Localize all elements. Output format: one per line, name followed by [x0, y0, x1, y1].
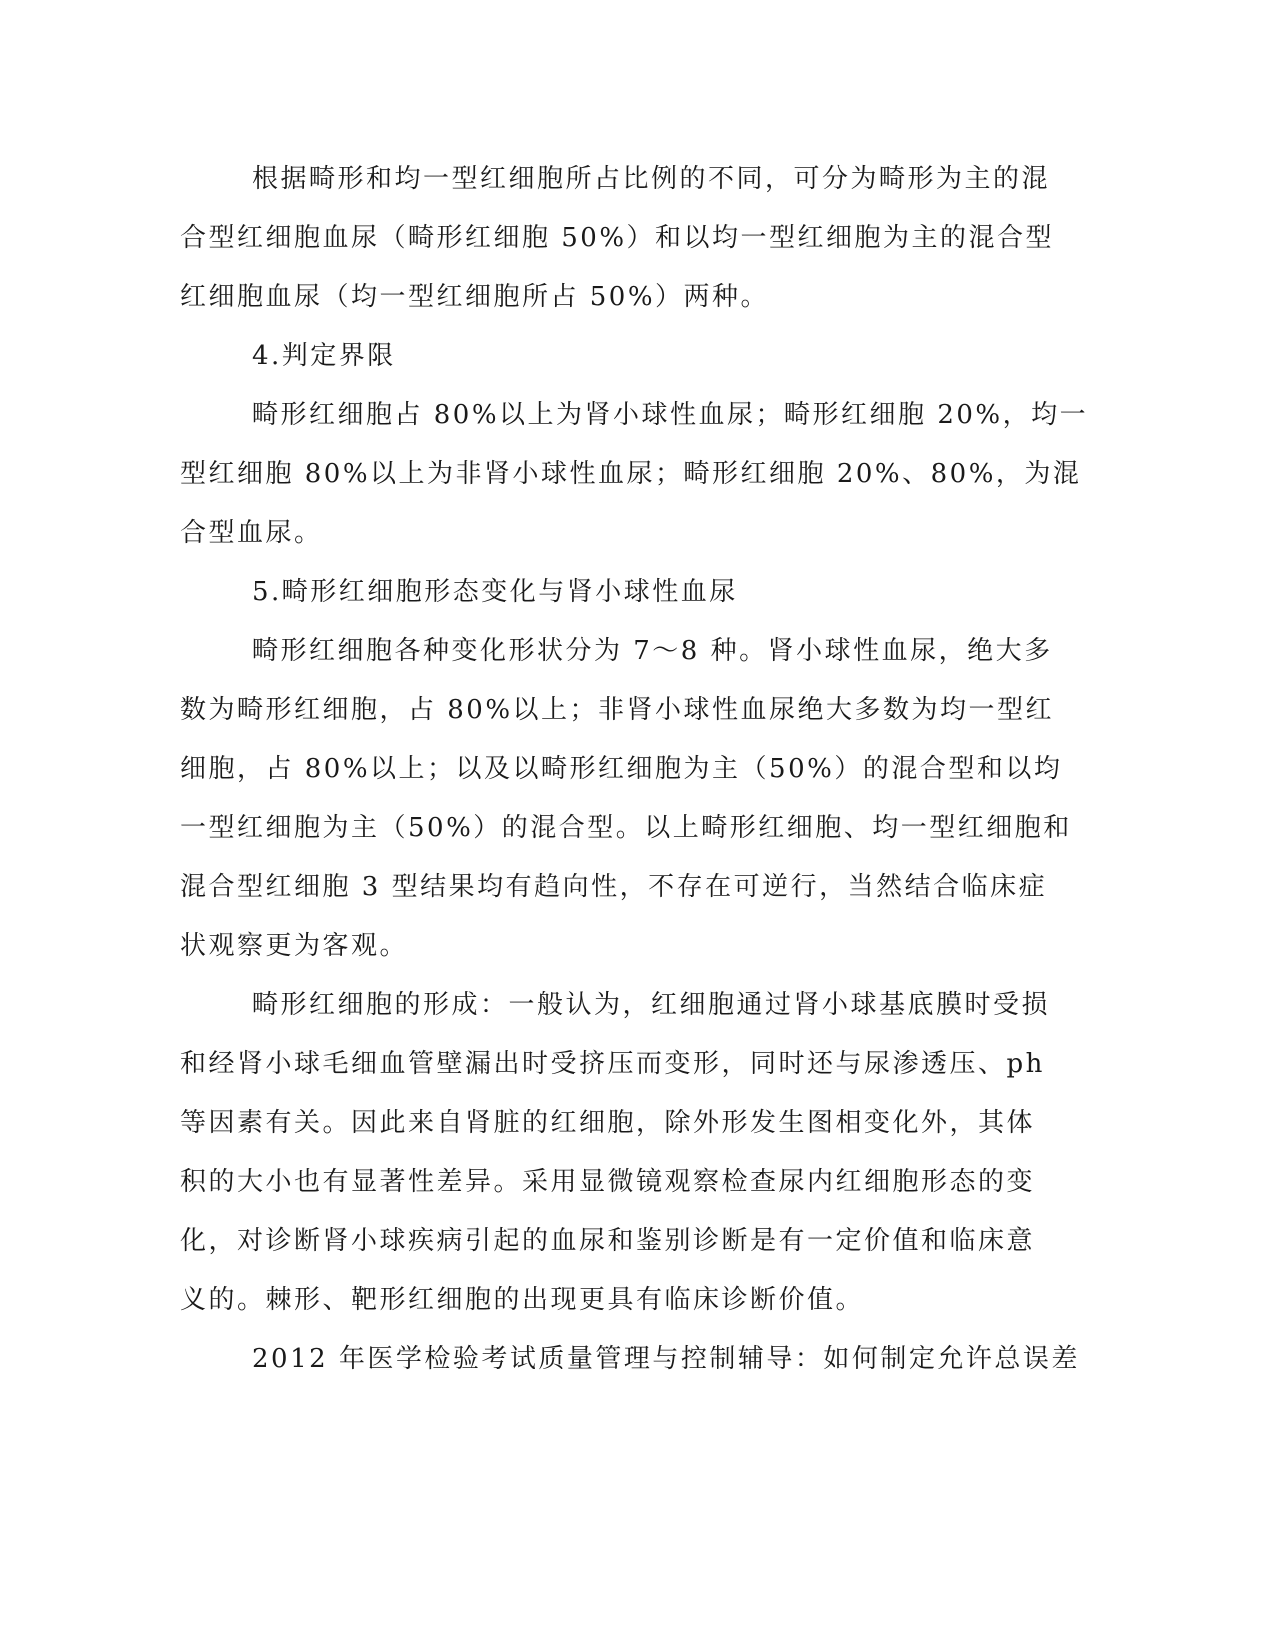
text-line: 型红细胞 80%以上为非肾小球性血尿；畸形红细胞 20%、80%，为混 — [180, 459, 1082, 489]
text-line: 合型血尿。 — [180, 518, 323, 548]
paragraph-erythrocyte-ratio — [180, 150, 1055, 327]
section-heading-morphology: 5.畸形红细胞形态变化与肾小球性血尿 — [252, 577, 738, 607]
text-line: 和经肾小球毛细血管壁漏出时受挤压而变形，同时还与尿渗透压、ph — [180, 1049, 1045, 1079]
text-line: 红细胞血尿（均一型红细胞所占 50%）两种。 — [180, 282, 770, 312]
text-line: 义的。棘形、靶形红细胞的出现更具有临床诊断价值。 — [180, 1285, 865, 1315]
text-line: 细胞，占 80%以上；以及以畸形红细胞为主（50%）的混合型和以均 — [180, 754, 1063, 784]
section-heading-criteria: 4.判定界限 — [252, 341, 396, 371]
text-line: 数为畸形红细胞，占 80%以上；非肾小球性血尿绝大多数为均一型红 — [180, 695, 1055, 725]
text-line: 一型红细胞为主（50%）的混合型。以上畸形红细胞、均一型红细胞和 — [180, 813, 1072, 843]
text-line: 根据畸形和均一型红细胞所占比例的不同，可分为畸形为主的混 — [252, 164, 1051, 194]
paragraph-criteria — [180, 386, 1089, 563]
text-line: 2012 年医学检验考试质量管理与控制辅导：如何制定允许总误差 — [252, 1344, 1080, 1374]
paragraph-morphology — [180, 622, 1072, 976]
text-line: 积的大小也有显著性差异。采用显微镜观察检查尿内红细胞形态的变 — [180, 1167, 1036, 1197]
text-line: 畸形红细胞各种变化形状分为 7～8 种。肾小球性血尿，绝大多 — [252, 636, 1053, 666]
text-line: 等因素有关。因此来自肾脏的红细胞，除外形发生图相变化外，其体 — [180, 1108, 1036, 1138]
text-line: 化，对诊断肾小球疾病引起的血尿和鉴别诊断是有一定价值和临床意 — [180, 1226, 1036, 1256]
text-line: 合型红细胞血尿（畸形红细胞 50%）和以均一型红细胞为主的混合型 — [180, 223, 1055, 253]
document-page — [180, 150, 1089, 1389]
text-line: 畸形红细胞的形成：一般认为，红细胞通过肾小球基底膜时受损 — [252, 990, 1051, 1020]
paragraph-formation — [180, 976, 1051, 1330]
text-line: 畸形红细胞占 80%以上为肾小球性血尿；畸形红细胞 20%，均一 — [252, 400, 1089, 430]
text-line: 状观察更为客观。 — [180, 931, 409, 961]
text-line: 混合型红细胞 3 型结果均有趋向性，不存在可逆行，当然结合临床症 — [180, 872, 1048, 902]
paragraph-exam-title — [180, 1330, 1080, 1389]
